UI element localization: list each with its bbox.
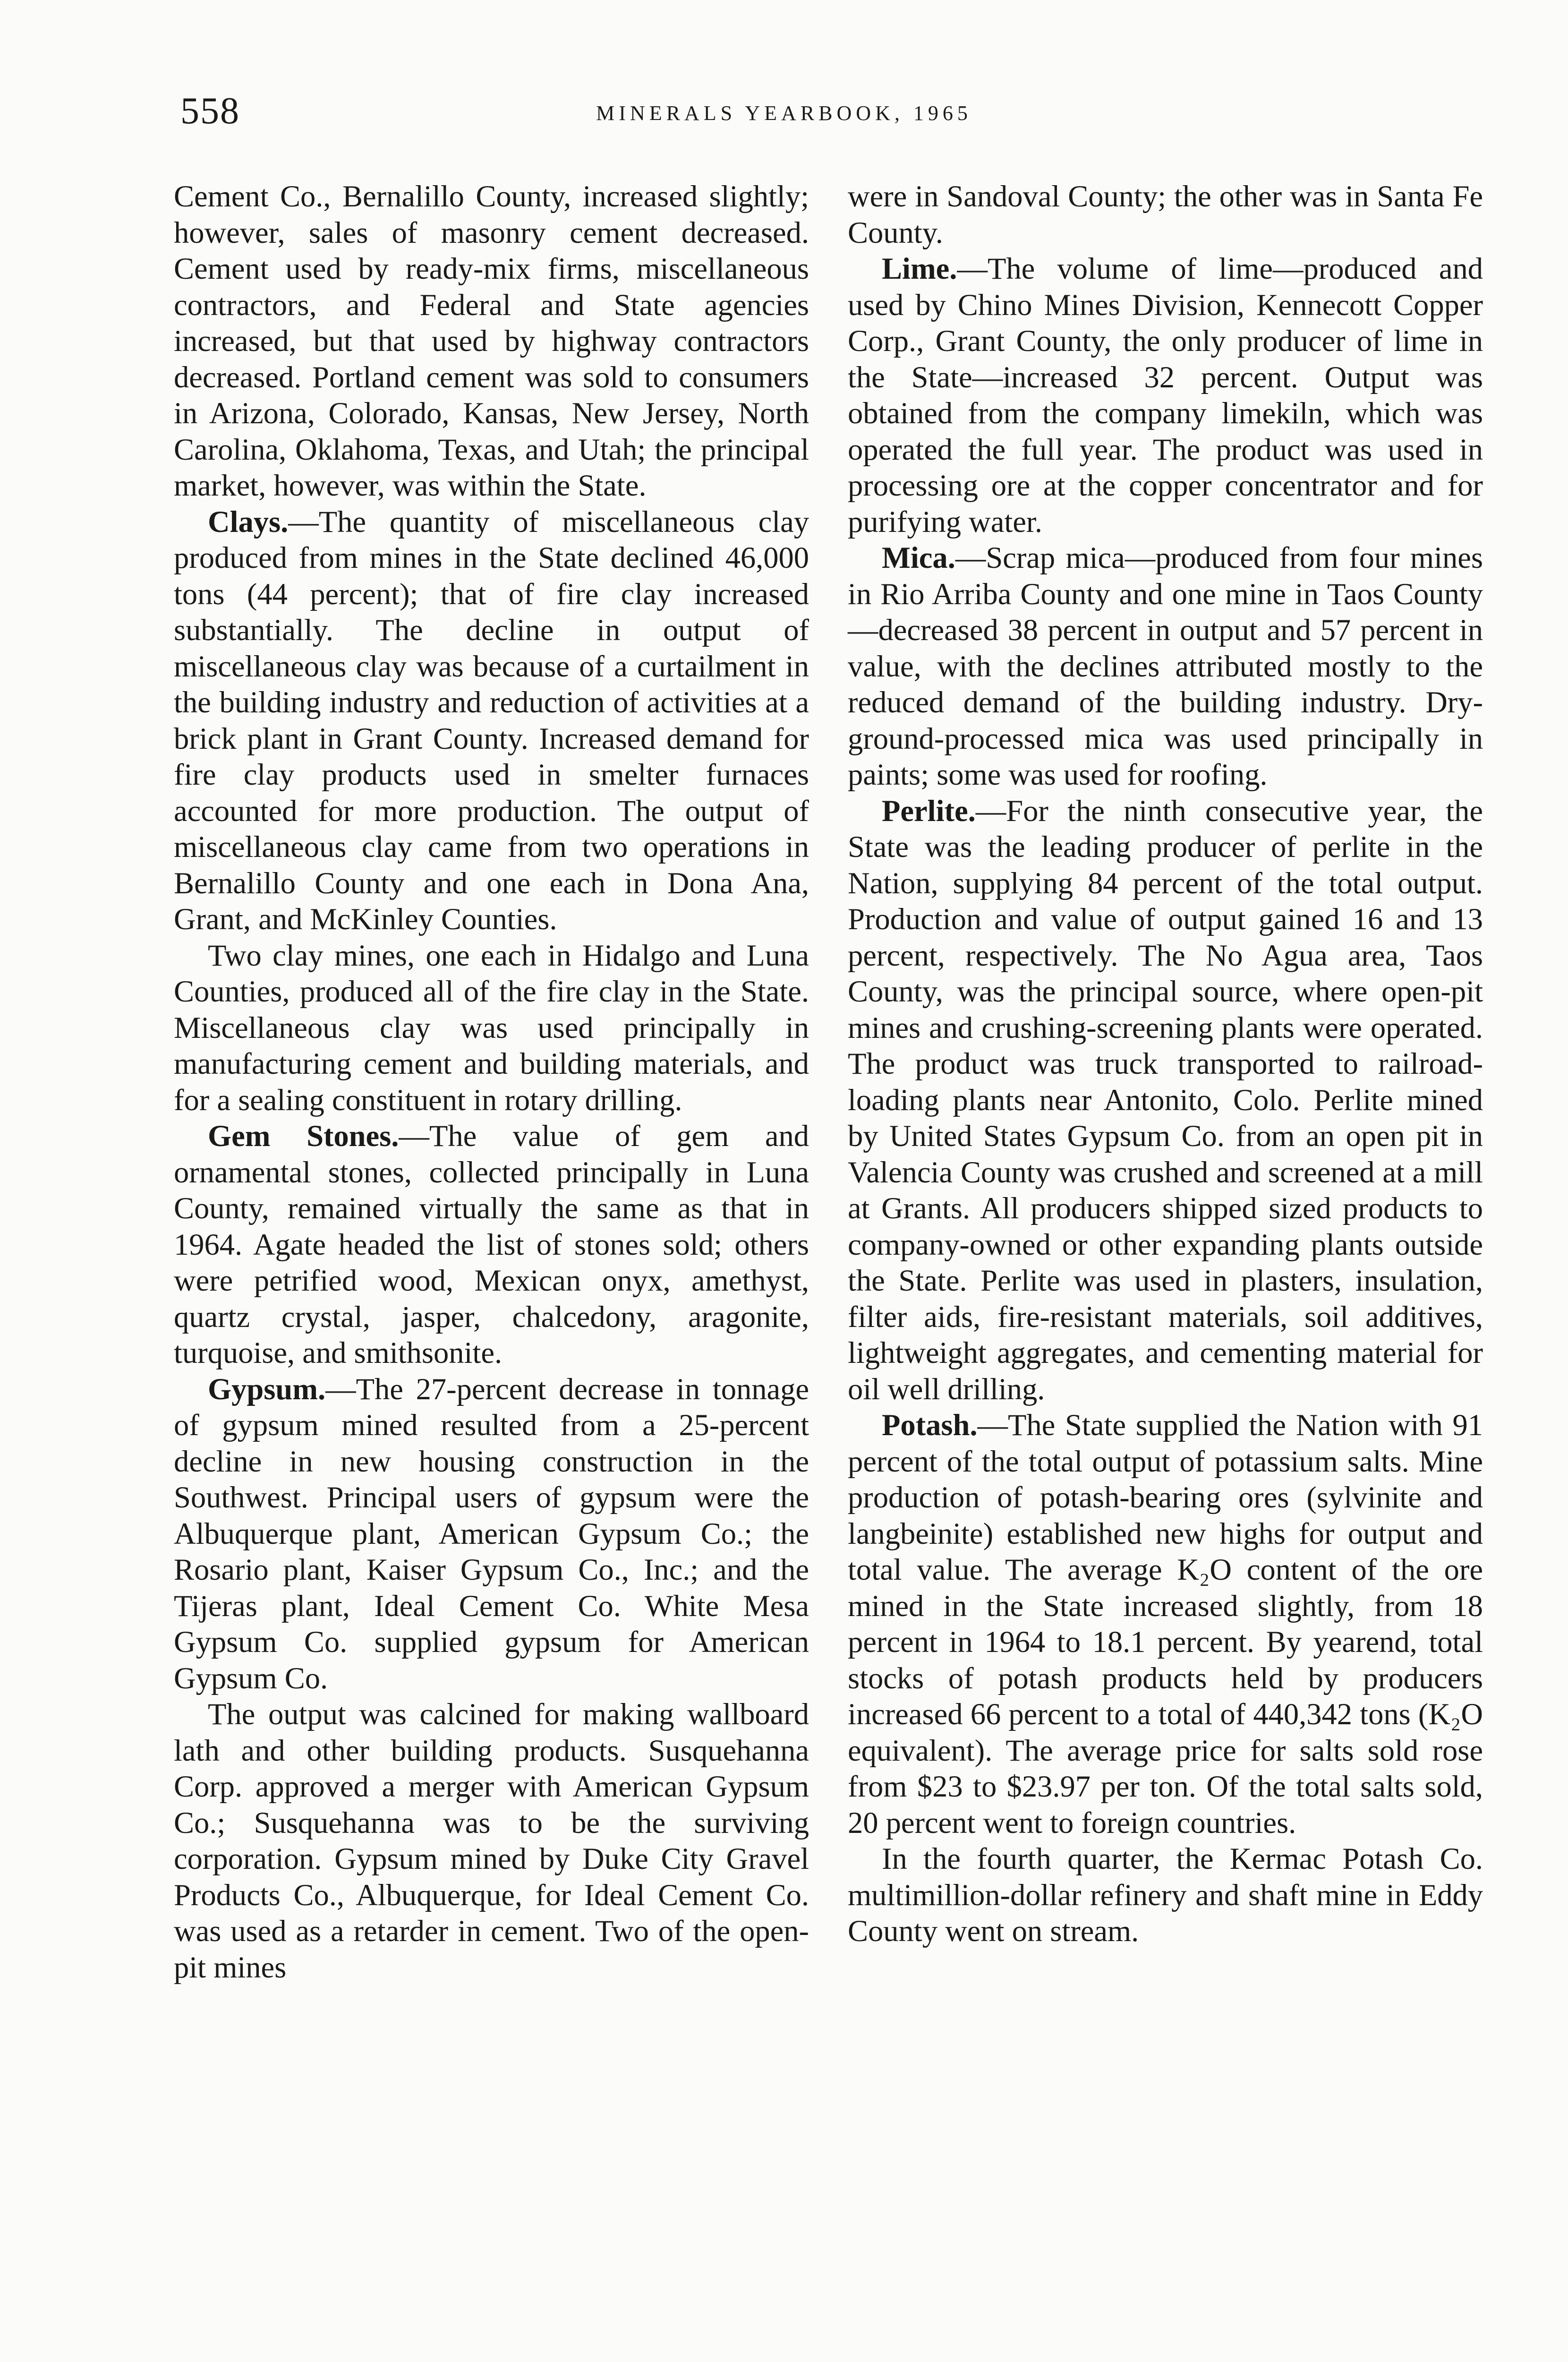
paragraph-text: —The value of gem and ornamental stones, collected principally in Luna County, remained virtually the same as that in 1964. Agate headed the list of stones sold; others were petrified wood, Mexican onyx, amethyst, quartz crystal, jasper, chalcedony, aragonite, turquoise, and smithsonite. — [174, 1119, 810, 1369]
paragraph-heading: Potash. — [882, 1408, 978, 1442]
right-column — [848, 179, 1483, 1950]
paragraph-text: The output was calcined for making wallboard lath and other building products. Susquehanna Corp. approved a merger with American Gypsum Co.; Susquehanna was to be the surviving corporation. Gypsum mined by Duke City Gravel Products Co., Albuquerque, for Ideal Cement Co. was used as a retarder in cement. Two of the open-pit mines — [174, 1697, 809, 1984]
paragraph-text: —Scrap mica—produced from four mines in Rio Arriba County and one mine in Taos County—decreased 38 percent in output and 57 percent in value, with the declines attributed mostly to the reduced demand of the building industry. Dry-ground-processed mica was used principally in paints; some was used for roofing. — [848, 541, 1483, 791]
paragraph-text: were in Sandoval County; the other was in Santa Fe County. — [848, 180, 1483, 249]
paragraph-lime — [848, 251, 1483, 540]
paragraph-text: —The volume of lime—produced and used by Chino Mines Division, Kennecott Copper Corp., Grant County, the only producer of lime in the State—increased 32 percent. Output was obtained from the company limekiln, which was operated the full year. The product was used in processing ore at the copper concentrator and for purifying water. — [848, 252, 1483, 539]
paragraph-text: —The 27-percent decrease in tonnage of gypsum mined resulted from a 25-percent decline in new housing construction in the Southwest. Principal users of gypsum were the Albuquerque plant, American Gypsum Co.; the Rosario plant, Kaiser Gypsum Co., Inc.; and the Tijeras plant, Ideal Cement Co. White Mesa Gypsum Co. supplied gypsum for American Gypsum Co. — [174, 1372, 809, 1695]
page-header — [175, 90, 1393, 142]
paragraph-heading: Gem Stones. — [208, 1119, 399, 1153]
paragraph-text: Cement Co., Bernalillo County, increased slightly; however, sales of masonry cement decreased. Cement used by ready-mix firms, miscellaneous contractors, and Federal and State agencies increased, but that used by highway contractors decreased. Portland cement was sold to consumers in Arizona, Colorado, Kansas, New Jersey, North Carolina, Oklahoma, Texas, and Utah; the principal market, however, was within the State. — [174, 180, 809, 502]
paragraph-text: —For the ninth consecutive year, the State was the leading producer of perlite in the Nation, supplying 84 percent of the total output. Production and value of output gained 16 and 13 percent, respectively. The No Agua area, Taos County, was the principal source, where open-pit mines and crushing-screening plants were operated. The product was truck transported to railroad-loading plants near Antonito, Colo. Perlite mined by United States Gypsum Co. from an open pit in Valencia County was crushed and screened at a mill at Grants. All producers shipped sized products to company-owned or other expanding plants outside the State. Perlite was used in plasters, insulation, filter aids, fire-resistant materials, soil additives, lightweight aggregates, and cementing material for oil well drilling. — [848, 794, 1483, 1406]
paragraph-heading: Perlite. — [882, 794, 976, 828]
paragraph-heading: Mica. — [882, 541, 955, 574]
paragraph-text: —The State supplied the Nation with 91 percent of the total output of potassium salts. Mine production of potash-bearing ores (sylvinite and langbeinite) established new highs for output and total value. The average K₂O content of the ore mined in the State increased slightly, from 18 percent in 1964 to 18.1 percent. By yearend, total stocks of potash products held by producers increased 66 percent to a total of 440,342 tons (K₂O equivalent). The average price for salts sold rose from $23 to $23.97 per ton. Of the total salts sold, 20 percent went to foreign countries. — [848, 1408, 1483, 1840]
paragraph-fire-clay — [174, 938, 809, 1119]
paragraph-cement-continued — [174, 179, 809, 504]
paragraph-heading: Gypsum. — [208, 1372, 326, 1406]
paragraph-kermac — [848, 1841, 1483, 1950]
paragraph-gem-stones — [174, 1118, 809, 1371]
left-column — [174, 179, 809, 1985]
paragraph-text: —The quantity of miscellaneous clay produced from mines in the State declined 46,000 tons (44 percent); that of fire clay increased substantially. The decline in output of miscellaneous clay was because of a curtailment in the building industry and reduction of activities at a brick plant in Grant County. Increased demand for fire clay products used in smelter furnaces accounted for more production. The output of miscellaneous clay came from two operations in Bernalillo County and one each in Dona Ana, Grant, and McKinley Counties. — [174, 505, 809, 936]
paragraph-perlite — [848, 793, 1483, 1408]
paragraph-text: Two clay mines, one each in Hidalgo and Luna Counties, produced all of the fire clay in the State. Miscellaneous clay was used principally in manufacturing cement and building materials, and for a sealing constituent in rotary drilling. — [174, 938, 809, 1117]
paragraph-text: In the fourth quarter, the Kermac Potash Co. multimillion-dollar refinery and shaft mine in Eddy County went on stream. — [848, 1842, 1483, 1948]
paragraph-clays — [174, 504, 809, 938]
paragraph-heading: Lime. — [882, 252, 957, 285]
paragraph-gypsum — [174, 1371, 809, 1697]
paragraph-potash — [848, 1407, 1483, 1841]
paragraph-gypsum-output — [174, 1696, 809, 1985]
paragraph-mica — [848, 540, 1483, 793]
paragraph-heading: Clays. — [208, 505, 289, 539]
page-number: 558 — [180, 90, 240, 132]
running-title: MINERALS YEARBOOK, 1965 — [596, 102, 972, 125]
paragraph-gypsum-continued — [848, 179, 1483, 251]
